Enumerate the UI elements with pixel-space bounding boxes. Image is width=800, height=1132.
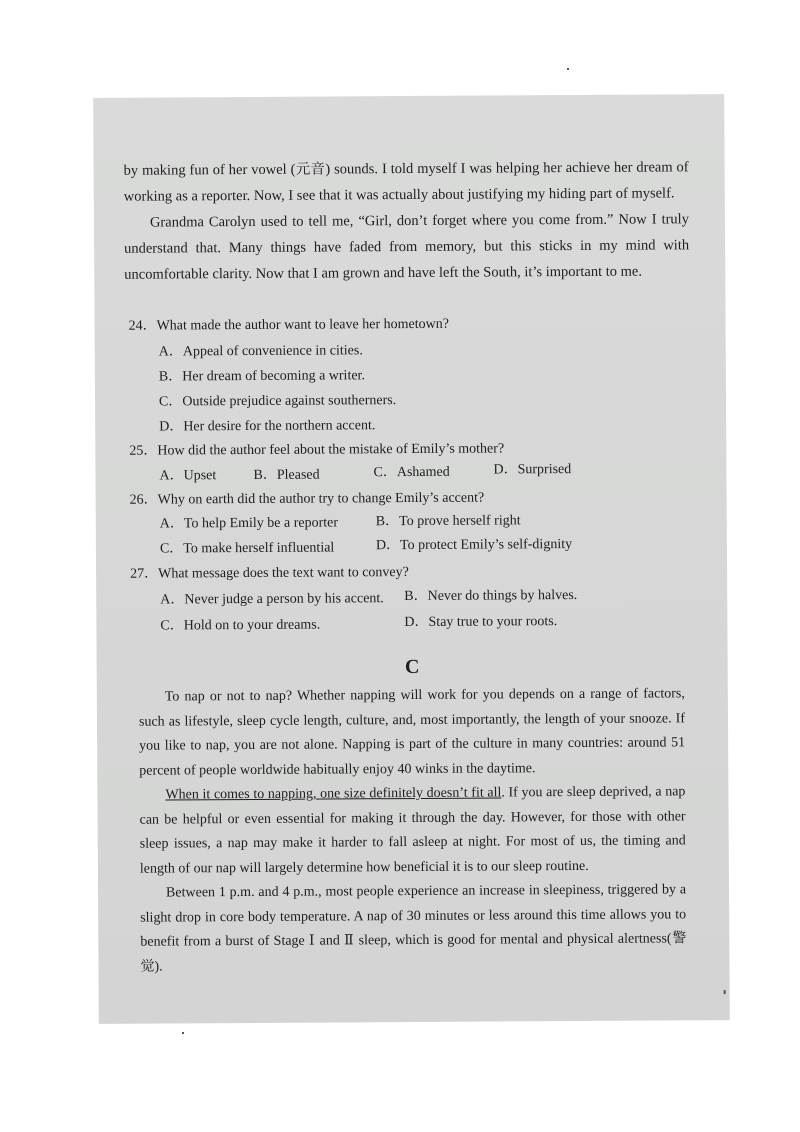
section-c-heading: C bbox=[404, 655, 420, 679]
question-26-option-a: A．To help Emily be a reporter bbox=[159, 515, 339, 532]
question-24-option-d: D．Her desire for the northern accent. bbox=[159, 418, 376, 435]
question-25-option-a: A．Upset bbox=[159, 468, 217, 484]
exam-page bbox=[93, 94, 730, 1024]
section-c-paragraph-3: Between 1 p.m. and 4 p.m., most people experience an increase in sleepiness, triggered by a slight drop in core body temperature. A nap of 30 minutes or less around this time allows you to benefit from a burst of Stage Ⅰ and Ⅱ sleep, which is good for mental and physical alertness(警觉). bbox=[140, 882, 687, 975]
section-c-paragraph-1: To nap or not to nap? Whether napping will work for you depends on a range of factors, such as lifestyle, sleep cycle length, culture, and, most importantly, the length of your snooze. If you like to nap, you are not alone. Napping is part of the culture in many countries: around 51 percent of people worldwide habitually enjoy 40 winks in the daytime. bbox=[138, 686, 686, 779]
question-24-option-c: C．Outside prejudice against southerners. bbox=[158, 393, 397, 410]
question-27-option-d: D．Stay true to your roots. bbox=[404, 614, 558, 631]
question-26-stem: 26．Why on earth did the author try to change Emily’s accent? bbox=[129, 490, 485, 508]
question-26-option-d: D．To protect Emily’s self-dignity bbox=[375, 537, 573, 554]
underlined-sentence: When it comes to napping, one size definitely doesn’t fit all bbox=[165, 785, 502, 803]
question-26-option-c: C．To make herself influential bbox=[159, 540, 335, 557]
question-24-option-a: A．Appeal of convenience in cities. bbox=[158, 343, 363, 360]
section-c-paragraph-2-rest: . If you are sleep deprived, a nap can be helpful or even essential for making it through the day. However, for those with other sleep issues, a nap may make it harder to fall asleep at night. For most of us, the timing and length of our nap will largely determine how beneficial it is to our sleep routine. bbox=[139, 784, 686, 877]
question-24-stem: 24．What made the author want to leave her hometown? bbox=[128, 316, 449, 334]
speck-mark bbox=[567, 68, 569, 70]
section-c-paragraph-2 bbox=[139, 780, 686, 881]
speck-mark bbox=[182, 1032, 184, 1034]
question-24-option-b: B．Her dream of becoming a writer. bbox=[158, 368, 365, 385]
passage-b-paragraph-1: by making fun of her vowel (元音) sounds. I told myself I was helping her achieve her dream of working as a reporter. Now, I see that it was actually about justifying my hiding part of myself. bbox=[123, 159, 689, 205]
question-25-option-b: B．Pleased bbox=[253, 467, 320, 483]
question-27-option-b: B．Never do things by halves. bbox=[404, 587, 578, 605]
question-26-option-b: B．To prove herself right bbox=[375, 513, 521, 530]
question-25-option-d: D．Surprised bbox=[493, 462, 572, 478]
edge-mark bbox=[724, 990, 726, 994]
question-27-stem: 27．What message does the text want to convey? bbox=[130, 565, 409, 582]
passage-b-paragraph-2: Grandma Carolyn used to tell me, “Girl, don’t forget where you come from.” Now I truly understand that. Many things have faded from memory, but this sticks in my mind with uncomfortable clarity. Now that I am grown and have left the South, it’s important to me. bbox=[124, 211, 690, 283]
question-25-stem: 25．How did the author feel about the mistake of Emily’s mother? bbox=[129, 441, 505, 459]
question-27-option-a: A．Never judge a person by his accent. bbox=[160, 591, 384, 608]
question-27-option-c: C．Hold on to your dreams. bbox=[160, 617, 321, 634]
question-25-option-c: C．Ashamed bbox=[373, 464, 450, 481]
